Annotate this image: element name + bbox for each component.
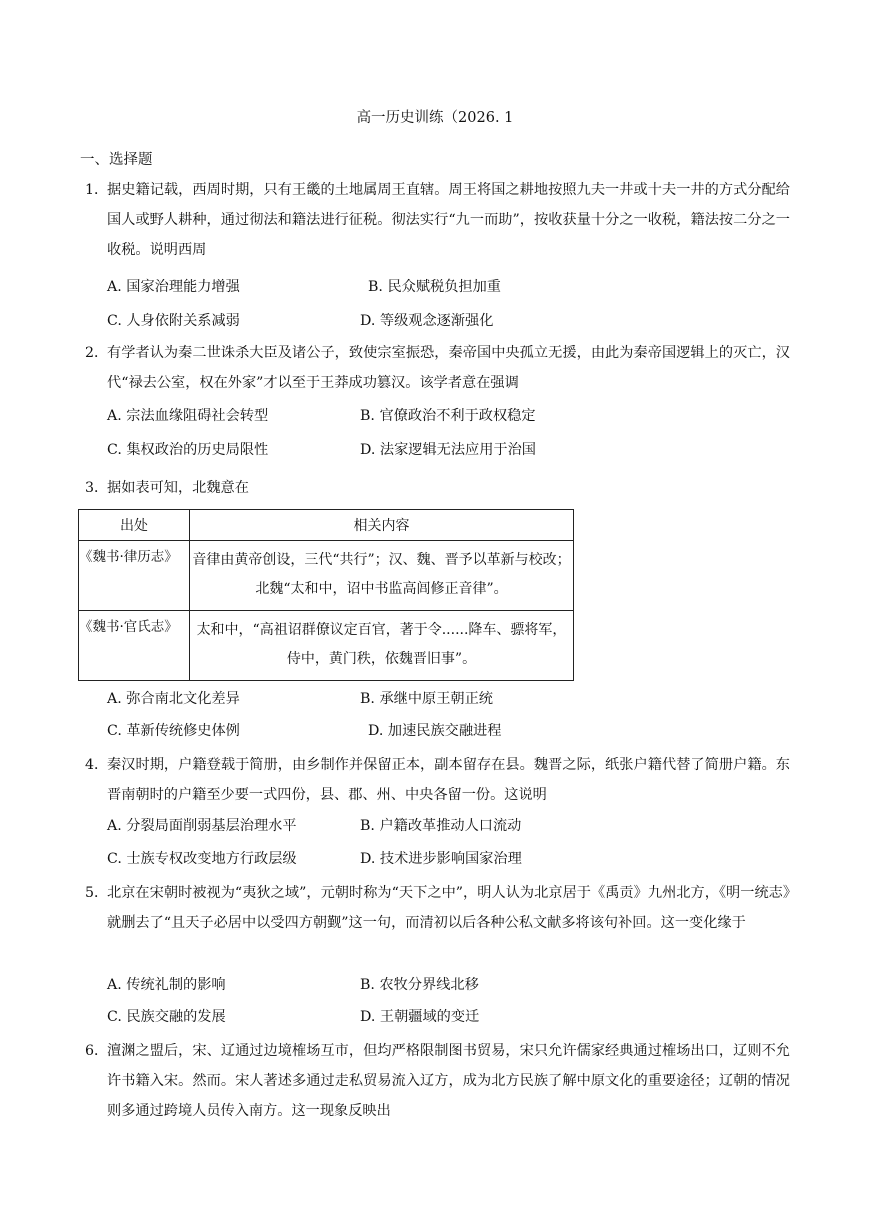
option-a[interactable]: A. 传统礼制的影响	[107, 977, 226, 993]
options-row	[107, 811, 667, 841]
question-number: 6．	[85, 1043, 109, 1059]
question-5	[85, 878, 790, 938]
option-c[interactable]: C. 人身依附关系减弱	[107, 313, 240, 329]
options-row	[107, 401, 667, 431]
options-row	[107, 306, 667, 336]
options-row	[107, 970, 667, 1000]
option-b[interactable]: B. 官僚政治不利于政权稳定	[360, 408, 536, 424]
options-row	[107, 1002, 667, 1032]
table-cell-content: 太和中，“高祖诏群僚议定百官，著于令......降车、骠将军，侍中，黄门秩，依魏晋旧事”。	[190, 611, 574, 681]
option-d[interactable]: D. 等级观念逐渐强化	[360, 313, 494, 329]
question-4	[85, 750, 790, 810]
question-3	[85, 473, 790, 503]
question-text: 澶渊之盟后，宋、辽通过边境榷场互市，但均严格限制图书贸易，宋只允许儒家经典通过榷场出口，辽则不允许书籍入宋。然而。宋人著述多通过走私贸易流入辽方，成为北方民族了解中原文化的重要途径；辽朝的情况则多通过跨境人员传入南方。这一现象反映出	[107, 1043, 790, 1119]
table-cell-source: 《魏书·官氏志》	[79, 611, 190, 681]
option-b[interactable]: B. 承继中原王朝正统	[360, 691, 493, 707]
table-header-row	[79, 510, 574, 541]
question-number: 3．	[85, 480, 109, 496]
options-row	[107, 684, 667, 714]
option-b[interactable]: B. 农牧分界线北移	[360, 977, 479, 993]
section-heading: 一、选择题	[80, 152, 153, 168]
question-6	[85, 1036, 790, 1126]
option-a[interactable]: A. 分裂局面削弱基层治理水平	[107, 818, 297, 834]
page-title: 高一历史训练（2026. 1	[356, 110, 514, 126]
table-cell-source: 《魏书·律历志》	[79, 541, 190, 611]
question-number: 5．	[85, 885, 109, 901]
question-text: 秦汉时期，户籍登载于简册，由乡制作并保留正本，副本留存在县。魏晋之际，纸张户籍代替了简册户籍。东晋南朝时的户籍至少要一式四份，县、郡、州、中央各留一份。这说明	[107, 757, 790, 803]
question-text: 据史籍记载，西周时期，只有王畿的土地属周王直辖。周王将国之耕地按照九夫一井或十夫一井的方式分配给国人或野人耕种，通过彻法和籍法进行征税。彻法实行“九一而助”，按收获量十分之一收税，籍法按二分之一收税。说明西周	[107, 182, 790, 258]
option-c[interactable]: C. 革新传统修史体例	[107, 723, 240, 739]
option-d[interactable]: D. 加速民族交融进程	[368, 723, 502, 739]
option-b[interactable]: B. 民众赋税负担加重	[368, 279, 501, 295]
option-c[interactable]: C. 集权政治的历史局限性	[107, 442, 269, 458]
table-cell-content: 音律由黄帝创设，三代“共行”；汉、魏、晋予以革新与校改；北魏“太和中，诏中书监高闾修正音律”。	[190, 541, 574, 611]
options-row	[107, 844, 667, 874]
option-a[interactable]: A. 弥合南北文化差异	[107, 691, 240, 707]
option-a[interactable]: A. 国家治理能力增强	[107, 279, 240, 295]
question-text: 有学者认为秦二世诛杀大臣及诸公子，致使宗室振恐，秦帝国中央孤立无援，由此为秦帝国逻辑上的灭亡，汉代“禄去公室，权在外家”才以至于王莽成功篡汉。该学者意在强调	[107, 345, 790, 391]
option-d[interactable]: D. 法家逻辑无法应用于治国	[360, 442, 536, 458]
option-a[interactable]: A. 宗法血缘阻碍社会转型	[107, 408, 269, 424]
question-1	[85, 175, 790, 265]
option-b[interactable]: B. 户籍改革推动人口流动	[360, 818, 522, 834]
question-text: 据如表可知，北魏意在	[107, 480, 249, 496]
question-number: 4．	[85, 757, 109, 773]
table-header-content: 相关内容	[190, 510, 574, 541]
options-row	[107, 435, 667, 465]
option-d[interactable]: D. 技术进步影响国家治理	[360, 851, 522, 867]
option-c[interactable]: C. 士族专权改变地方行政层级	[107, 851, 297, 867]
options-row	[107, 716, 667, 746]
option-d[interactable]: D. 王朝疆域的变迁	[360, 1009, 480, 1025]
question-text: 北京在宋朝时被视为“夷狄之域”，元朝时称为“天下之中”，明人认为北京居于《禹贡》九州北方，《明一统志》就删去了“且天子必居中以受四方朝觐”这一句，而清初以后各种公私文献多将该句补回。这一变化缘于	[107, 885, 790, 931]
options-row	[107, 272, 667, 302]
table-header-source: 出处	[79, 510, 190, 541]
table-row	[79, 611, 574, 681]
table-row	[79, 541, 574, 611]
question-number: 2．	[85, 345, 109, 361]
source-table	[78, 509, 574, 681]
question-number: 1．	[85, 182, 109, 198]
question-2	[85, 338, 790, 398]
option-c[interactable]: C. 民族交融的发展	[107, 1009, 226, 1025]
